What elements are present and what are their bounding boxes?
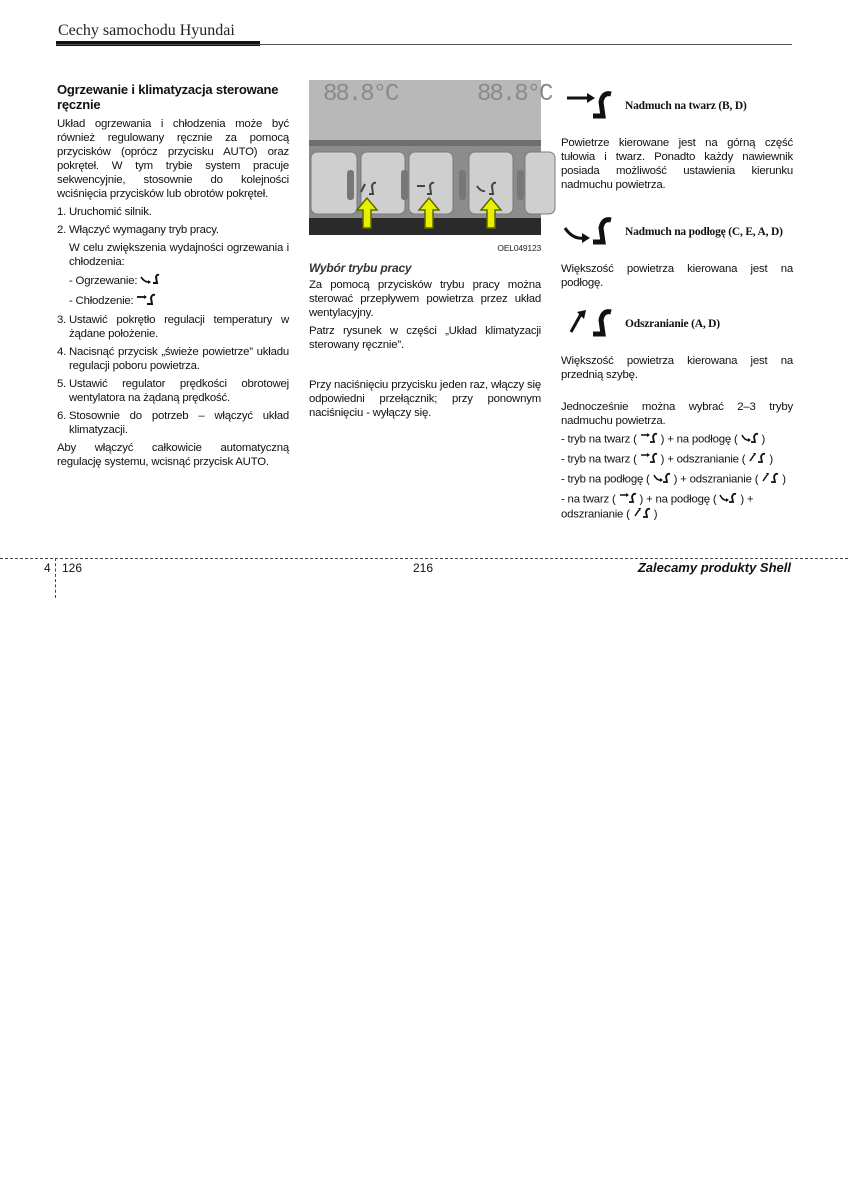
- mode-face-text: Powietrze kierowane jest na górną część tułowia i twarz. Ponadto każdy nawiewnik posiada możliwość ustawienia kierunku nadmuchu powietrza.: [561, 137, 793, 191]
- mode-defrost-text: Większość powietrza kierowana jest na przednią szybę.: [561, 355, 793, 381]
- combo-line: - tryb na twarz ( ) + na podłogę ( ): [561, 433, 766, 446]
- face-mode-icon: [640, 432, 658, 447]
- floor-mode-icon: [653, 472, 671, 487]
- list-item: 4. Nacisnąć przycisk „świeże powietrze” układu regulacji poboru powietrza.: [57, 346, 289, 372]
- mode-paragraph-3: Przy naciśnięciu przycisku jeden raz, włączy się odpowiedni przełącznik; przy ponownym naciśnięciu - wyłączy się.: [309, 379, 541, 419]
- list-item: 2. Włączyć wymagany tryb pracy.: [57, 224, 219, 236]
- face-mode-icon: [619, 492, 637, 507]
- chapter-number: 4: [44, 561, 51, 575]
- header-rule: [56, 44, 792, 45]
- mode-defrost-label: Odszranianie (A, D): [625, 318, 720, 330]
- heating-line: - Ogrzewanie:: [69, 273, 289, 289]
- defrost-mode-icon: [748, 452, 766, 467]
- column-right: [561, 88, 793, 527]
- list-item: 5. Ustawić regulator prędkości obrotowej wentylatora na żądaną prędkość.: [57, 378, 289, 404]
- figure-title: Wybór trybu pracy: [309, 261, 412, 275]
- floor-mode-icon: [561, 214, 617, 250]
- step2-subtext: W celu zwiększenia wydajności ogrzewania i chłodzenia:: [69, 242, 289, 268]
- climate-panel-photo: [309, 80, 552, 235]
- floor-mode-icon: [719, 492, 737, 507]
- face-mode-icon: [136, 293, 156, 309]
- column-middle: [309, 80, 552, 424]
- face-mode-icon: [561, 88, 617, 124]
- mode-defrost-heading: [561, 306, 793, 342]
- page-number: 126: [62, 561, 83, 575]
- display-left: 88.8°C: [323, 81, 398, 108]
- footer-brand: Zalecamy produkty Shell: [637, 560, 791, 575]
- combo-line: - na twarz ( ) + na podłogę ( ) + odszranianie ( ): [561, 493, 754, 521]
- combo-line: - tryb na podłogę ( ) + odszranianie ( ): [561, 473, 786, 486]
- mode-face-label: Nadmuch na twarz (B, D): [625, 100, 747, 112]
- defrost-mode-icon: [633, 507, 651, 522]
- floor-mode-icon: [741, 432, 759, 447]
- combo-intro: Jednocześnie można wybrać 2–3 tryby nadmuchu powietrza.: [561, 401, 793, 427]
- mode-paragraph-2: Patrz rysunek w części „Układ klimatyzacji sterowany ręcznie”.: [309, 325, 541, 351]
- display-right: 88.8°C: [477, 81, 552, 108]
- intro-paragraph: Układ ogrzewania i chłodzenia może być również regulowany ręcznie za pomocą przycisków (oprócz przycisku AUTO) oraz pokręteł. W tym trybie system pracuje sekwencyjnie, stosownie do kolejności wciśnięcia przycisków lub obrotów pokręteł.: [57, 118, 289, 200]
- mode-face-heading: [561, 88, 793, 124]
- list-item: 1. Uruchomić silnik.: [57, 206, 152, 218]
- column-left: [57, 82, 289, 473]
- cooling-line: - Chłodzenie:: [69, 293, 289, 309]
- face-mode-icon: [640, 452, 658, 467]
- defrost-mode-icon: [761, 472, 779, 487]
- footer-cut-line: [0, 558, 848, 559]
- footer-fold-line: [55, 558, 56, 598]
- pdf-page-number: 216: [413, 561, 434, 575]
- defrost-mode-icon: [561, 306, 617, 342]
- mode-floor-label: Nadmuch na podłogę (C, E, A, D): [625, 226, 783, 238]
- mode-floor-text: Większość powietrza kierowana jest na podłogę.: [561, 263, 793, 289]
- list-item: 3. Ustawić pokrętło regulacji temperatury w żądane położenie.: [57, 314, 289, 340]
- mode-floor-heading: [561, 214, 793, 250]
- section-title: Ogrzewanie i klimatyzacja sterowane ręcznie: [57, 82, 279, 112]
- header-title: Cechy samochodu Hyundai: [58, 22, 235, 39]
- floor-mode-icon: [140, 273, 160, 289]
- combo-line: - tryb na twarz ( ) + odszranianie ( ): [561, 453, 773, 466]
- outro-paragraph: Aby włączyć całkowicie automatyczną regulację systemu, wcisnąć przycisk AUTO.: [57, 442, 289, 468]
- list-item: 6. Stosownie do potrzeb – włączyć układ klimatyzacji.: [57, 410, 289, 436]
- figure-caption: OEL049123: [497, 243, 541, 253]
- mode-paragraph-1: Za pomocą przycisków trybu pracy można sterować przepływem powietrza przez układ wentylacyjny.: [309, 279, 541, 319]
